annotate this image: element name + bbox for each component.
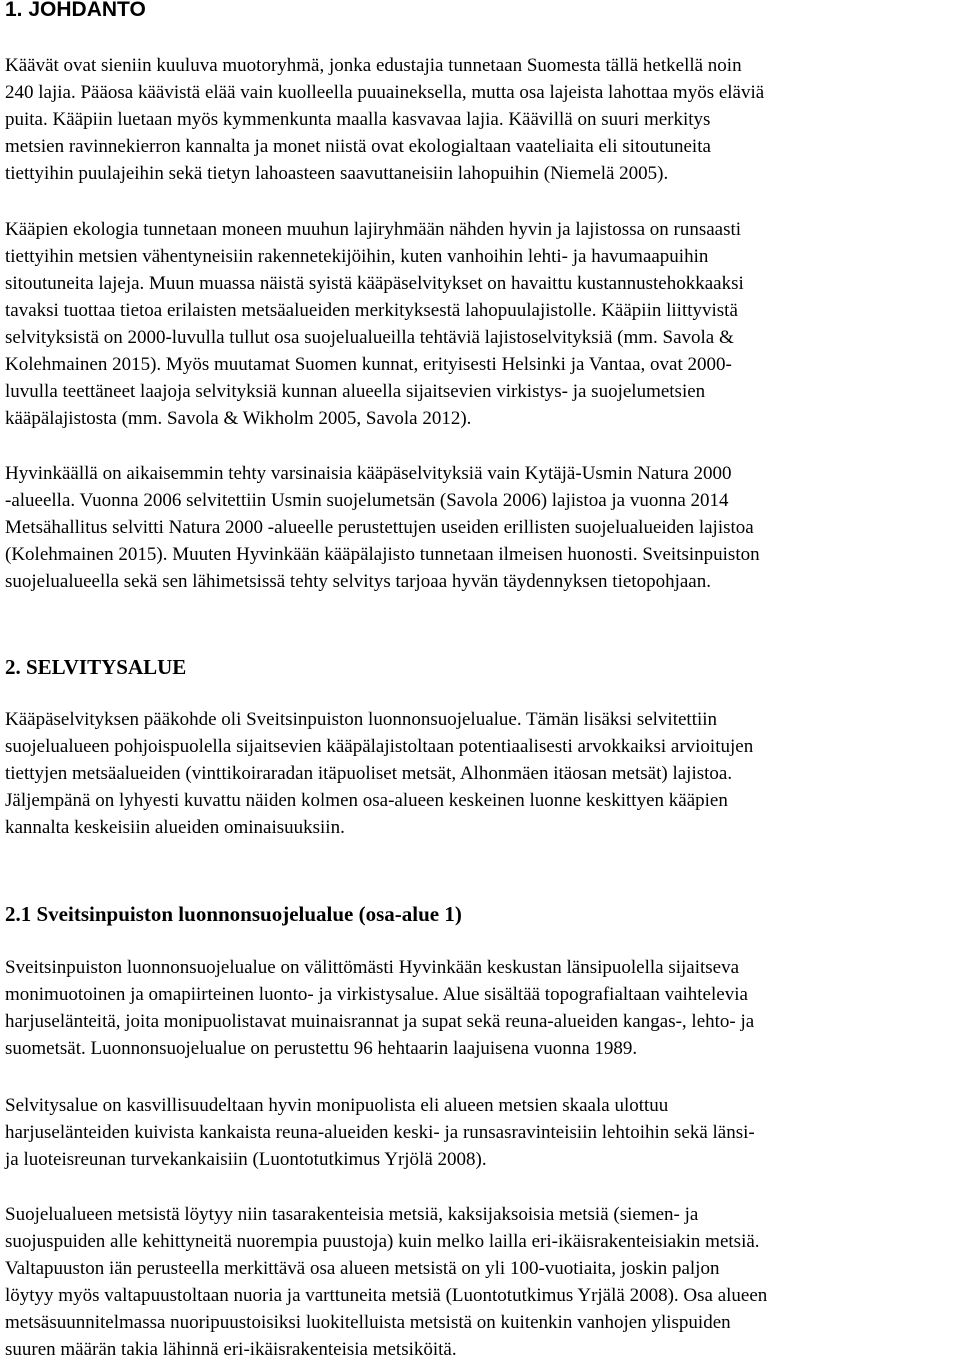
- paragraph-line: harjuselänteitä, joita monipuolistavat muinaisrannat ja supat sekä reuna-alueiden kangas-, lehto- ja: [5, 1011, 755, 1032]
- paragraph-line: kannalta keskeisiin alueiden ominaisuuksiin.: [5, 817, 345, 838]
- section-2-heading: 2. SELVITYSALUE: [5, 655, 187, 679]
- paragraph-line: Selvitysalue on kasvillisuudeltaan hyvin monipuolista eli alueen metsien skaala ulottuu: [5, 1095, 669, 1116]
- paragraph-line: puita. Kääpiin luetaan myös kymmenkunta maalla kasvavaa lajia. Käävillä on suuri merkitys: [5, 109, 711, 130]
- paragraph-line: suojuspuiden alle kehittyneitä nuorempia puustoja) kuin melko lailla eri-ikäisrakenteisiakin metsiä.: [5, 1231, 760, 1252]
- paragraph-line: Kolehmainen 2015). Myös muutamat Suomen kunnat, erityisesti Helsinki ja Vantaa, ovat 2000-: [5, 354, 732, 375]
- section-1-paragraph-2: [5, 216, 744, 432]
- paragraph-line: luvulla teettäneet laajoja selvityksiä kunnan alueella sijaitsevien virkistys- ja suojelumetsien: [5, 381, 706, 402]
- section-2-1-paragraph-1: [5, 954, 754, 1062]
- paragraph-line: Käävät ovat sieniin kuuluva muotoryhmä, jonka edustajia tunnetaan Suomesta tällä hetkellä noin: [5, 55, 742, 76]
- section-2-1-heading: 2.1 Sveitsinpuiston luonnonsuojelualue (osa-alue 1): [5, 902, 462, 926]
- section-2-1-paragraph-3: [5, 1201, 767, 1363]
- paragraph-line: selvityksistä on 2000-luvulla tullut osa suojelualueilla tehtäviä lajistoselvityksiä (mm. Savola &: [5, 327, 734, 348]
- paragraph-line: suojelualueen pohjoispuolella sijaitsevien kääpälajistoltaan potentiaalisesti arvokkaiksi arvioitujen: [5, 736, 754, 757]
- paragraph-line: Valtapuuston iän perusteella merkittävä osa alueen metsistä on yli 100-vuotiaita, joskin paljon: [5, 1258, 720, 1279]
- paragraph-line: metsien ravinnekierron kannalta ja monet niistä ovat ekologialtaan vaateliaita eli sitoutuneita: [5, 136, 711, 157]
- paragraph-line: metsäsuunnitelmassa nuoripuustoisiksi luokitelluista metsistä on kuitenkin vanhojen ylispuiden: [5, 1312, 731, 1333]
- section-1-paragraph-1: [5, 52, 764, 187]
- section-2-1-paragraph-2: [5, 1092, 755, 1173]
- paragraph-line: Kääpäselvityksen pääkohde oli Sveitsinpuiston luonnonsuojelualue. Tämän lisäksi selvitettiin: [5, 709, 718, 730]
- paragraph-line: ja luoteisreunan turvekankaisiin (Luontotutkimus Yrjölä 2008).: [5, 1149, 487, 1170]
- paragraph-line: (Kolehmainen 2015). Muuten Hyvinkään kääpälajisto tunnetaan ilmeisen huonosti. Sveitsinpuiston: [5, 544, 760, 565]
- paragraph-line: Sveitsinpuiston luonnonsuojelualue on välittömästi Hyvinkään keskustan länsipuolella sijaitseva: [5, 957, 740, 978]
- paragraph-line: tiettyihin puulajeihin sekä tietyn lahoasteen saavuttaneisiin lahopuihin (Niemelä 2005).: [5, 163, 669, 184]
- paragraph-line: -alueella. Vuonna 2006 selvitettiin Usmin suojelumetsän (Savola 2006) lajistoa ja vuonna 2014: [5, 490, 729, 511]
- paragraph-line: Jäljempänä on lyhyesti kuvattu näiden kolmen osa-alueen keskeinen luonne keskittyen kääpien: [5, 790, 728, 811]
- paragraph-line: suometsät. Luonnonsuojelualue on perustettu 96 hehtaarin laajuisena vuonna 1989.: [5, 1038, 638, 1059]
- paragraph-line: tavaksi tuottaa tietoa erilaisten metsäalueiden merkityksestä lahopuulajistolle. Kääpiin liittyvistä: [5, 300, 738, 321]
- paragraph-line: Suojelualueen metsistä löytyy niin tasarakenteisia metsiä, kaksijaksoisia metsiä (siemen- ja: [5, 1204, 699, 1225]
- paragraph-line: Hyvinkäällä on aikaisemmin tehty varsinaisia kääpäselvityksiä vain Kytäjä-Usmin Natura 2000: [5, 463, 732, 484]
- section-2-paragraph-1: [5, 706, 753, 841]
- paragraph-line: monimuotoinen ja omapiirteinen luonto- ja virkistysalue. Alue sisältää topografialtaan vaihtelevia: [5, 984, 748, 1005]
- paragraph-line: löytyy myös valtapuustoltaan nuoria ja varttuneita metsiä (Luontotutkimus Yrjälä 2008). Osa alueen: [5, 1285, 768, 1306]
- paragraph-line: harjuselänteiden kuivista kankaista reuna-alueiden keski- ja runsasravinteisiin lehtoihin sekä länsi-: [5, 1122, 755, 1143]
- paragraph-line: tiettyihin metsien vähentyneisiin rakennetekijöihin, kuten vanhoihin lehti- ja havumaapuihin: [5, 246, 709, 267]
- paragraph-line: Metsähallitus selvitti Natura 2000 -alueelle perustettujen useiden erillisten suojelualueiden lajistoa: [5, 517, 754, 538]
- paragraph-line: sitoutuneita lajeja. Muun muassa näistä syistä kääpäselvitykset on havaittu kustannustehokkaaksi: [5, 273, 744, 294]
- paragraph-line: suuren määrän takia lähinnä eri-ikäisrakenteisia metsiköitä.: [5, 1339, 457, 1360]
- section-1-heading: 1. JOHDANTO: [5, 0, 146, 21]
- paragraph-line: tiettyjen metsäalueiden (vinttikoiraradan itäpuoliset metsät, Alhonmäen itäosan metsät) lajistoa.: [5, 763, 733, 784]
- paragraph-line: suojelualueella sekä sen lähimetsissä tehty selvitys tarjoaa hyvän täydennyksen tietopohjaan.: [5, 571, 711, 592]
- paragraph-line: Kääpien ekologia tunnetaan moneen muuhun lajiryhmään nähden hyvin ja lajistossa on runsaasti: [5, 219, 742, 240]
- section-1-paragraph-3: [5, 460, 760, 595]
- paragraph-line: kääpälajistosta (mm. Savola & Wikholm 2005, Savola 2012).: [5, 408, 472, 429]
- paragraph-line: 240 lajia. Pääosa käävistä elää vain kuolleella puuaineksella, mutta osa lajeista lahottaa myös eläviä: [5, 82, 765, 103]
